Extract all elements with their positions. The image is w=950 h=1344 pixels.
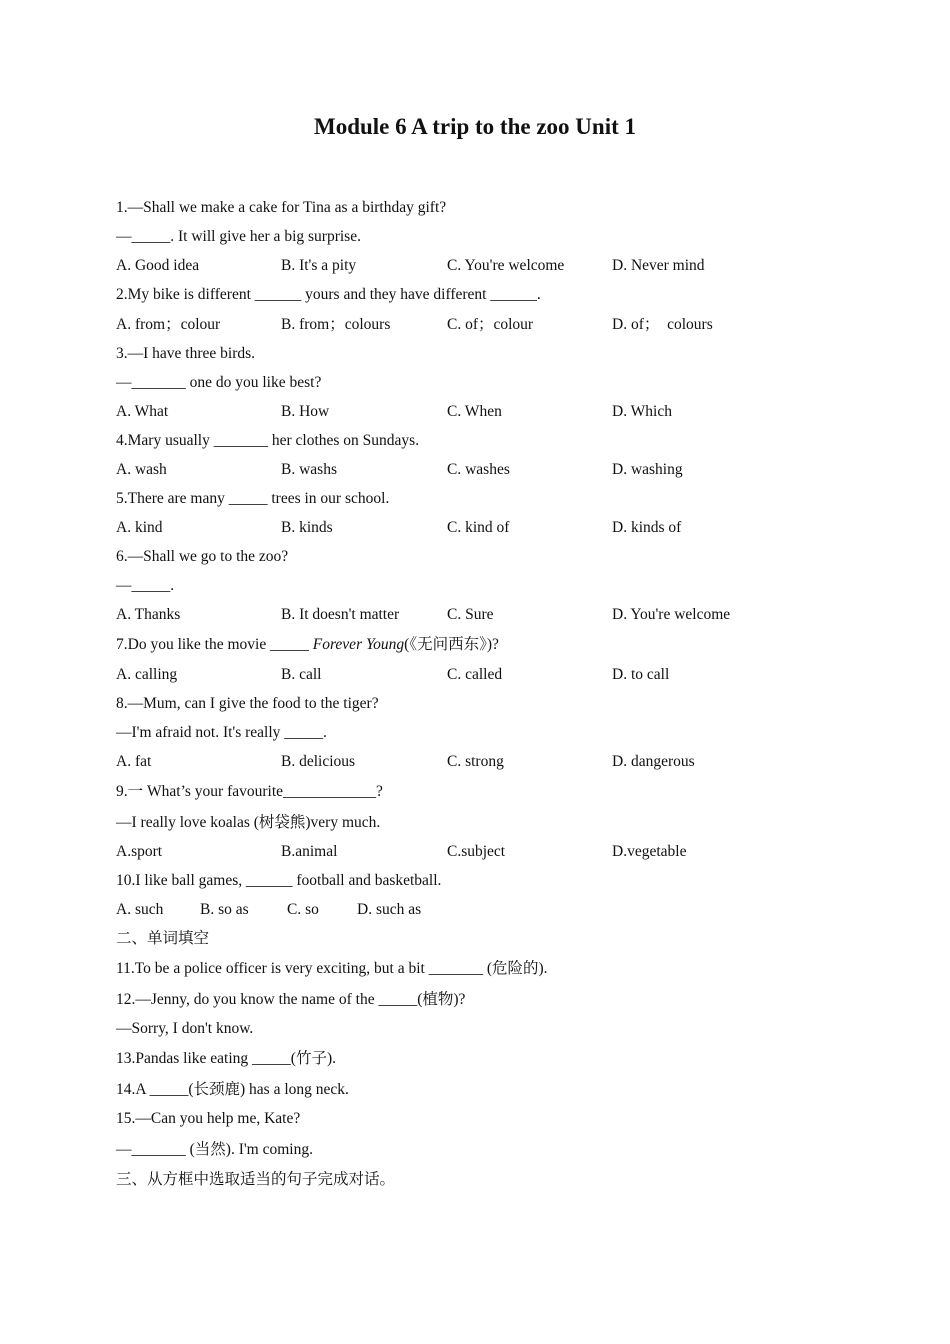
question-3-option-d: D. Which: [612, 403, 672, 420]
question-2-line-1: 2.My bike is different ______ yours and they have different ______.: [116, 286, 541, 303]
question-11: 11.To be a police officer is very exciting, but a bit _______ (危险的).: [116, 960, 548, 977]
question-10-option-d: D. such as: [357, 901, 422, 918]
question-10-line-1: 10.I like ball games, ______ football and basketball.: [116, 872, 442, 889]
question-9-option-d: D.vegetable: [612, 843, 687, 860]
question-9-option-c: C.subject: [447, 843, 506, 860]
question-2-option-b: B. from；colours: [281, 316, 391, 333]
question-9-line-2: —I really love koalas (树袋熊)very much.: [116, 814, 381, 831]
question-7-option-c: C. called: [447, 666, 503, 683]
question-1-line-1: 1.—Shall we make a cake for Tina as a birthday gift?: [116, 199, 447, 216]
question-6-line-1: 6.—Shall we go to the zoo?: [116, 548, 289, 565]
question-6-option-a: A. Thanks: [116, 606, 181, 623]
question-5-option-c: C. kind of: [447, 519, 510, 536]
question-1-option-a: A. Good idea: [116, 257, 200, 274]
question-12-line-2: —Sorry, I don't know.: [116, 1020, 254, 1037]
question-3-option-b: B. How: [281, 403, 330, 420]
question-9-option-a: A.sport: [116, 843, 163, 860]
question-7-option-a: A. calling: [116, 666, 178, 683]
question-8-line-1: 8.—Mum, can I give the food to the tiger?: [116, 695, 379, 712]
question-2-option-c: C. of；colour: [447, 316, 534, 333]
section-3-heading: 三、从方框中选取适当的句子完成对话。: [116, 1171, 396, 1188]
question-3-option-a: A. What: [116, 403, 169, 420]
question-3-line-2: —_______ one do you like best?: [116, 374, 322, 391]
question-6-line-2: —_____.: [116, 577, 175, 594]
question-4-option-a: A. wash: [116, 461, 167, 478]
question-14: 14.A _____(长颈鹿) has a long neck.: [116, 1081, 349, 1098]
question-5-option-b: B. kinds: [281, 519, 333, 536]
question-8-option-c: C. strong: [447, 753, 504, 770]
question-6-option-b: B. It doesn't matter: [281, 606, 400, 623]
question-5-line-1: 5.There are many _____ trees in our school.: [116, 490, 390, 507]
question-4-option-c: C. washes: [447, 461, 510, 478]
question-6-option-c: C. Sure: [447, 606, 494, 623]
question-7-movie-title: Forever Young: [312, 636, 405, 653]
question-6-option-d: D. You're welcome: [612, 606, 731, 623]
page-title: Module 6 A trip to the zoo Unit 1: [314, 114, 636, 139]
question-9-line-1: 9.一 What’s your favourite____________?: [116, 783, 383, 800]
question-7-line-1: [116, 635, 499, 655]
question-8-line-2: —I'm afraid not. It's really _____.: [116, 724, 327, 741]
question-8-option-a: A. fat: [116, 753, 152, 770]
question-1-line-2: —_____. It will give her a big surprise.: [116, 228, 361, 245]
question-12-line-1: 12.—Jenny, do you know the name of the _____(植物)?: [116, 991, 466, 1008]
question-1-option-b: B. It's a pity: [281, 257, 357, 274]
question-13: 13.Pandas like eating _____(竹子).: [116, 1050, 336, 1067]
question-4-option-b: B. washs: [281, 461, 337, 478]
question-4-line-1: 4.Mary usually _______ her clothes on Sundays.: [116, 432, 420, 449]
question-1-option-c: C. You're welcome: [447, 257, 565, 274]
question-7-option-b: B. call: [281, 666, 322, 683]
question-3-option-c: C. When: [447, 403, 502, 420]
question-9-option-b: B.animal: [281, 843, 338, 860]
question-4-option-d: D. washing: [612, 461, 683, 478]
question-7-chinese-title: (《无问西东》)?: [404, 636, 499, 653]
question-2-option-d: D. of； colours: [612, 316, 713, 333]
question-3-line-1: 3.—I have three birds.: [116, 345, 256, 362]
question-5-option-a: A. kind: [116, 519, 163, 536]
question-1-option-d: D. Never mind: [612, 257, 705, 274]
section-2-heading: 二、单词填空: [116, 930, 210, 947]
question-7-option-d: D. to call: [612, 666, 670, 683]
question-5-option-d: D. kinds of: [612, 519, 682, 536]
question-10-option-c: C. so: [287, 901, 319, 918]
question-10-option-b: B. so as: [200, 901, 249, 918]
question-10-option-a: A. such: [116, 901, 164, 918]
question-2-option-a: A. from；colour: [116, 316, 221, 333]
question-15-line-2: —_______ (当然). I'm coming.: [116, 1141, 313, 1158]
question-7-text: 7.Do you like the movie _____: [116, 636, 313, 653]
question-15-line-1: 15.—Can you help me, Kate?: [116, 1110, 301, 1127]
question-8-option-d: D. dangerous: [612, 753, 695, 770]
question-8-option-b: B. delicious: [281, 753, 356, 770]
